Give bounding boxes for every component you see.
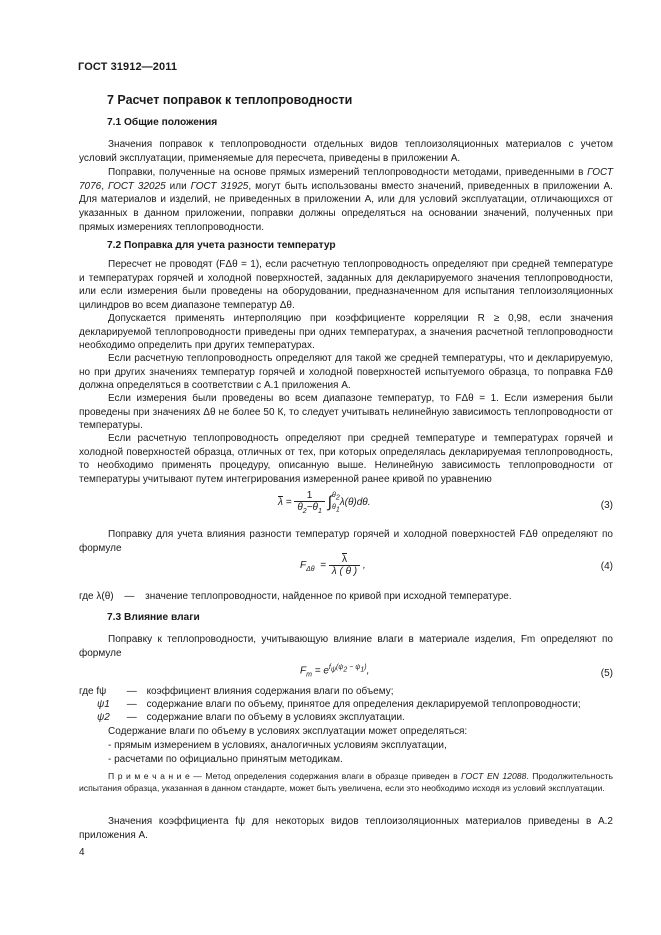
paragraph-7-2-6: Поправку для учета влияния разности температур горячей и холодной поверхностей FΔθ определяют по формуле [79,529,613,554]
note: П р и м е ч а н и е — Метод определения содержания влаги в образце приведен в ГОСТ EN 12088. Продолжительность испытания образца, указанная в данном стандарте, может быть увеличена, если это необходимо исходя из условий эксплуатации. [79,771,614,793]
paragraph-7-1-2: Поправки, полученные на основе прямых измерений теплопроводности методами, приведенными в ГОСТ 7076, ГОСТ 32025 или ГОСТ 31925, могут быть использованы вместо значений, приведенных в приложении А. Для материалов и изделий, не приведенных в приложении А, или для условий эксплуатации, отличающихся от указанных в данном приложении, поправки должны определяться на основании значений, полученных при прямых измерениях теплопроводности. [79,167,613,233]
equation-3: $\overline{\lambda}$ = $\frac{1}{\theta_2-\theta_1}$ $\int\theta_2$ $\theta_1\lambda(\theta)d\theta$. [278,490,371,515]
equation-5: $F_m = e^{f_\psi(\psi_2 - \psi_1)}$, [300,664,370,679]
ref-gost-31925: ГОСТ 31925 [190,180,249,192]
legend-lambda-theta: где λ(θ) — значение теплопроводности, найденное по кривой при исходной температуре. [79,591,512,602]
note-label: П р и м е ч а н и е [108,771,190,781]
legend-psi1: ψ1 — содержание влаги по объему, принятое для определения декларируемой теплопроводности; [97,699,581,710]
paragraph-7-3-1: Поправку к теплопроводности, учитывающую влияние влаги в материале изделия, Fm определяют по формуле [79,634,613,659]
equation-4: $F_{\Delta\theta}$ = $\frac{\overline{\lambda}}{\lambda ( \theta )}$ , [300,554,366,577]
list-item-direct-measurement: - прямым измерением в условиях, аналогичных условиям эксплуатации, [108,740,447,751]
paragraph-7-2-3: Если расчетную теплопроводность определяют для такой же средней температуры, что и декларируемую, но при других значениях температур горячей и холодной поверхностей испытуемого образца, то поправка FΔθ должна определяться в соответствии с А.1 приложения А. [79,353,613,392]
subsection-title-7-3: 7.3 Влияние влаги [107,612,200,623]
paragraph-7-3-3: Значения коэффициента fψ для некоторых видов теплоизоляционных материалов приведены в А.2 приложения А. [79,816,613,841]
section-title: 7 Расчет поправок к теплопроводности [107,93,353,107]
paragraph-7-2-4: Если измерения были проведены во всем диапазоне температур, то FΔθ = 1. Если измерения были проведены при значениях Δθ не более 50 К, то следует учитывать нелинейную зависимость теплопроводности от температуры. [79,393,613,432]
legend-f-psi: где fψ — коэффициент влияния содержания влаги по объему; [79,686,394,697]
paragraph-7-2-1: Пересчет не проводят (FΔθ = 1), если расчетную теплопроводность определяют при средней температуре и температурах горячей и холодной поверхностей, заданных для декларируемого значения теплопроводности, или если измерения были проведены на оборудовании, предназначенном для испытания теплоизоляционных цилиндров во всем диапазоне температур Δθ. [79,259,613,312]
ref-gost-32025: ГОСТ 32025 [108,180,166,192]
legend-psi2: ψ2 — содержание влаги по объему в условиях эксплуатации. [97,712,405,723]
page-number: 4 [79,847,85,858]
subsection-title-7-2: 7.2 Поправка для учета разности температур [107,240,336,251]
paragraph-7-2-2: Допускается применять интерполяцию при коэффициенте корреляции R ≥ 0,98, если значения декларируемой теплопроводности приведены при одних температурах, а значения расчетной теплопроводности необходимо определить при других температурах. [79,313,613,352]
ref-gost-en-12088: ГОСТ EN 12088 [461,771,527,781]
equation-4-number: (4) [600,561,613,572]
paragraph-7-3-2: Содержание влаги по объему в условиях эксплуатации может определяться: [108,726,468,737]
equation-5-number: (5) [600,668,613,679]
ref-gost-7076: ГОСТ 7076 [79,167,613,192]
list-item-calculation: - расчетами по официально принятым методикам. [108,754,343,765]
paragraph-7-2-5: Если расчетную теплопроводность определяют при средней температуре и температурах горячей и холодной поверхностей образца, отличных от тех, при которых определялась декларируемая теплопроводность, то необходимо применять процедуру, описанную выше. Нелинейную зависимость теплопроводности от температуры учитывают путем интегрирования измеренной ранее кривой по уравнению [79,433,613,486]
paragraph-7-1-1: Значения поправок к теплопроводности отдельных видов теплоизоляционных материалов с учетом условий эксплуатации, применяемые для пересчета, приведены в приложении А. [79,139,613,164]
standard-header: ГОСТ 31912—2011 [78,61,178,73]
equation-3-number: (3) [600,500,613,511]
subsection-title-7-1: 7.1 Общие положения [107,117,218,128]
